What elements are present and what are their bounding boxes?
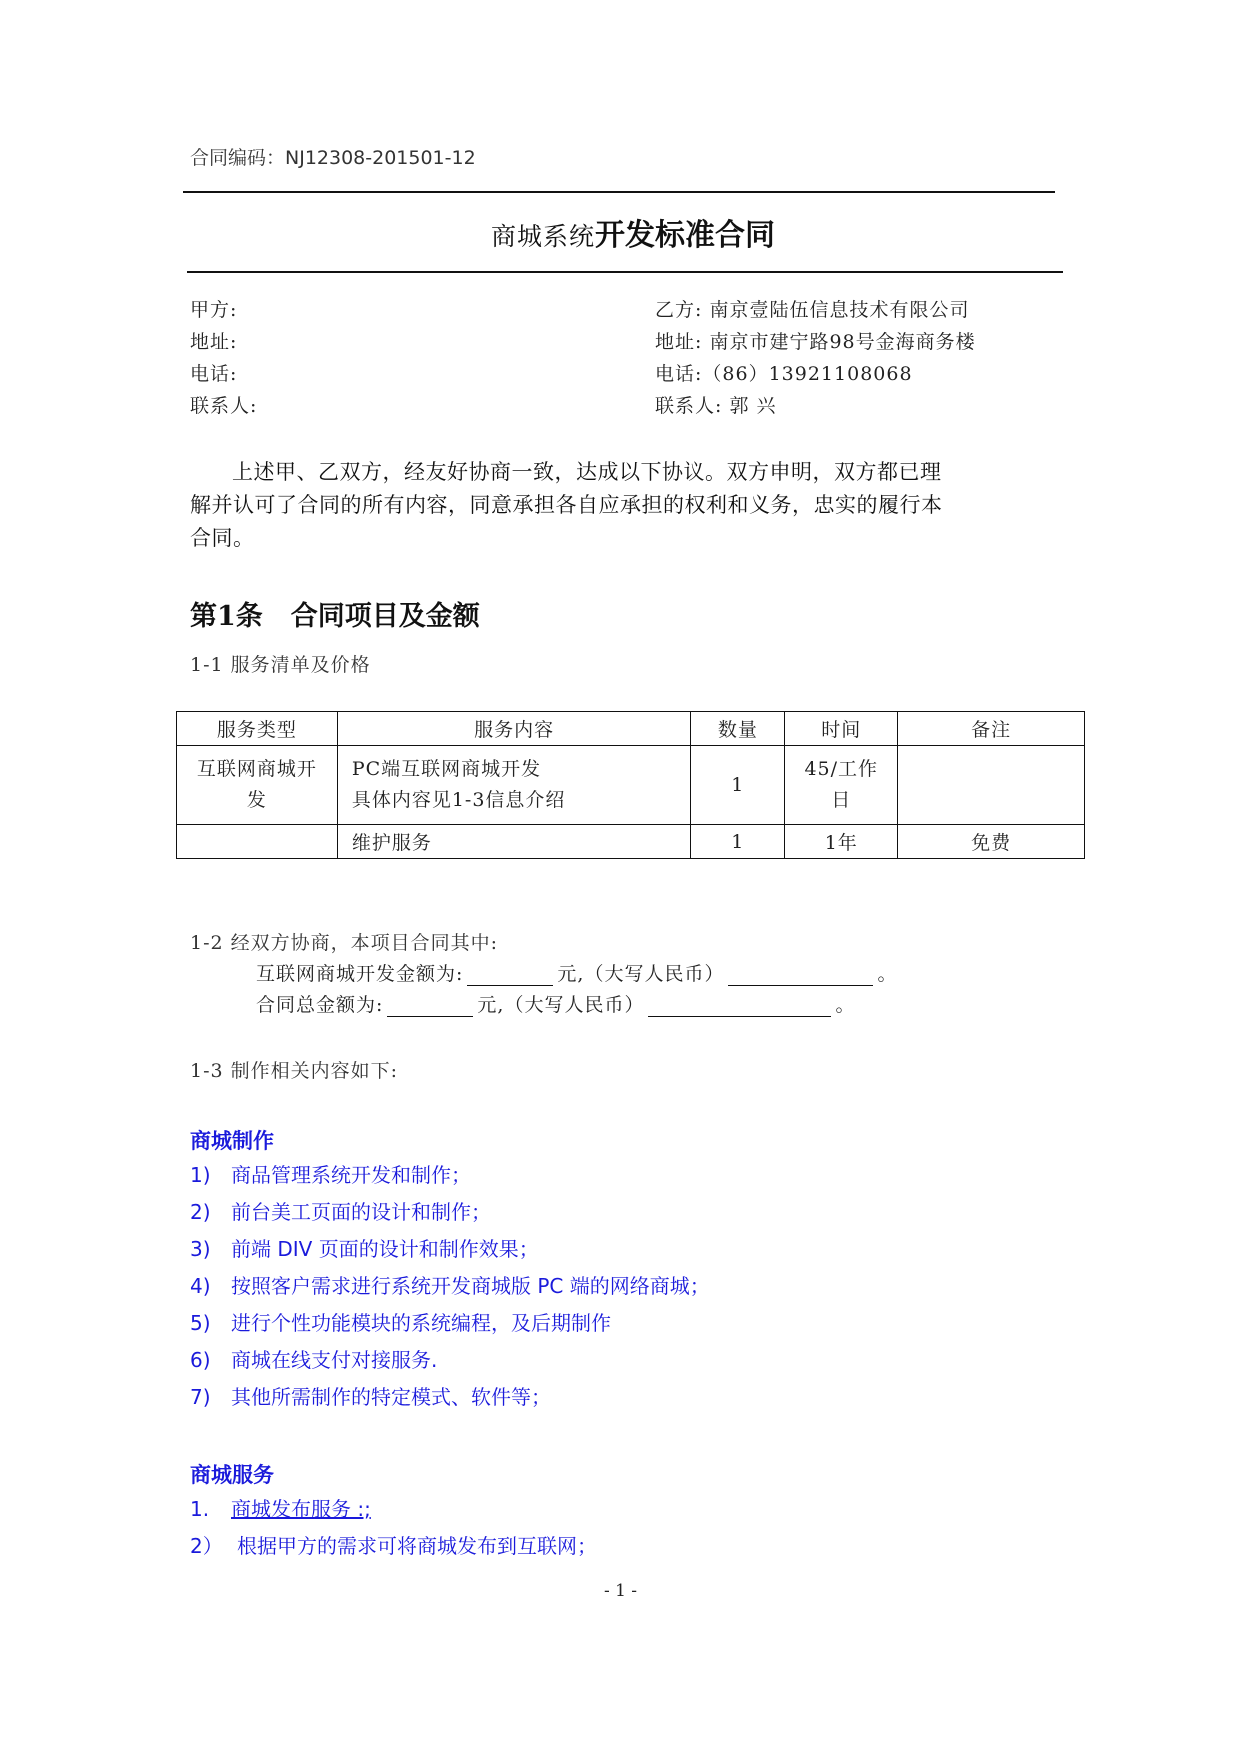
party-a-address-label: 地址: (190, 331, 238, 353)
subsection-1-3: 1-3 制作相关内容如下: (190, 1060, 399, 1082)
list-item: 2） 根据甲方的需求可将商城发布到互联网； (190, 1534, 597, 1558)
table-cell-qty: 1 (691, 825, 785, 859)
title-part1: 商城系统 (490, 222, 595, 251)
title-part2: 开发标准合同 (595, 218, 775, 253)
party-b-phone-label: 电话: (655, 363, 703, 385)
table-cell-time: 1年 (785, 825, 898, 859)
party-b-name-label: 乙方: (655, 299, 703, 321)
party-b-contact-label: 联系人: (655, 395, 723, 417)
table-cell-note: 免费 (898, 825, 1085, 859)
mall-publish-link[interactable]: 商城发布服务 :; (231, 1497, 371, 1521)
mall-production-heading: 商城制作 (190, 1129, 274, 1153)
amount-dev-blank (467, 965, 553, 986)
table-cell-content: 维护服务 (337, 825, 691, 859)
table-header: 服务内容 (337, 712, 691, 746)
party-b-phone: （86）13921108068 (702, 363, 913, 385)
table-cell-content: PC端互联网商城开发 具体内容见1-3信息介绍 (337, 746, 691, 825)
section-1-heading (190, 594, 480, 633)
party-a-name-label: 甲方: (190, 299, 238, 321)
table-cell-type: 互联网商城开 发 (177, 746, 338, 825)
party-b-phone-row (655, 359, 913, 386)
section-1-number: 第1条 (190, 601, 263, 632)
table-cell-qty: 1 (691, 746, 785, 825)
party-b-address-row (655, 327, 976, 354)
amount-total-label: 合同总金额为: (256, 994, 384, 1016)
contract-code: 合同编码：NJ12308-201501-12 (190, 147, 476, 169)
amount-line-total: 合同总金额为: 元,（大写人民币） 。 (256, 994, 856, 1016)
mall-production-list (190, 1157, 710, 1416)
table-cell-type (177, 825, 338, 859)
list-item: 3) 前端 DIV 页面的设计和制作效果； (190, 1237, 539, 1261)
table-header: 服务类型 (177, 712, 338, 746)
amount-total-unit: 元,（大写人民币） (477, 994, 645, 1016)
table-header-row (177, 712, 1085, 746)
table-cell-time: 45/工作 日 (785, 746, 898, 825)
table-row (177, 746, 1085, 825)
intro-line-1: 上述甲、乙双方，经友好协商一致，达成以下协议。双方申明，双方都已理 (232, 460, 942, 484)
intro-line-3: 合同。 (190, 526, 255, 550)
party-b-address-label: 地址: (655, 331, 703, 353)
service-table (176, 711, 1085, 859)
list-item: 6) 商城在线支付对接服务. (190, 1348, 438, 1372)
subsection-1-2: 1-2 经双方协商，本项目合同其中: (190, 932, 499, 954)
amount-total-words-blank (648, 996, 831, 1017)
list-item: 5) 进行个性功能模块的系统编程，及后期制作 (190, 1311, 611, 1335)
table-header: 数量 (691, 712, 785, 746)
party-b-contact-row (655, 391, 777, 418)
amount-dev-unit: 元,（大写人民币） (557, 963, 725, 985)
document-title (190, 210, 1076, 254)
amount-total-blank (387, 996, 473, 1017)
intro-line-2: 解并认可了合同的所有内容，同意承担各自应承担的权利和义务，忠实的履行本 (190, 493, 943, 517)
mall-service-list (190, 1491, 597, 1565)
party-a-phone-label: 电话: (190, 363, 238, 385)
amount-line-dev: 互联网商城开发金额为: 元,（大写人民币） 。 (256, 963, 898, 985)
list-item: 1) 商品管理系统开发和制作； (190, 1163, 471, 1187)
amount-dev-label: 互联网商城开发金额为: (256, 963, 464, 985)
table-header: 时间 (785, 712, 898, 746)
party-a-contact-label: 联系人: (190, 395, 258, 417)
page-number: - 1 - (603, 1581, 638, 1601)
subsection-1-1: 1-1 服务清单及价格 (190, 654, 371, 676)
list-item: 2) 前台美工页面的设计和制作； (190, 1200, 491, 1224)
intro-paragraph (190, 456, 1076, 555)
party-b-contact: 郭 兴 (729, 395, 777, 417)
table-cell-note (898, 746, 1085, 825)
section-1-title: 合同项目及金额 (290, 601, 480, 632)
title-rule (187, 271, 1063, 273)
top-rule (183, 191, 1055, 193)
table-header: 备注 (898, 712, 1085, 746)
table-row (177, 825, 1085, 859)
party-b-name: 南京壹陆伍信息技术有限公司 (709, 299, 970, 321)
party-b-address: 南京市建宁路98号金海商务楼 (709, 331, 976, 353)
list-item: 4) 按照客户需求进行系统开发商城版 PC 端的网络商城； (190, 1274, 710, 1298)
party-b-name-row (655, 295, 969, 322)
amount-dev-words-blank (728, 965, 873, 986)
mall-service-heading: 商城服务 (190, 1463, 274, 1487)
list-item: 1. 商城发布服务 :; (190, 1497, 371, 1521)
list-item: 7) 其他所需制作的特定模式、软件等； (190, 1385, 551, 1409)
